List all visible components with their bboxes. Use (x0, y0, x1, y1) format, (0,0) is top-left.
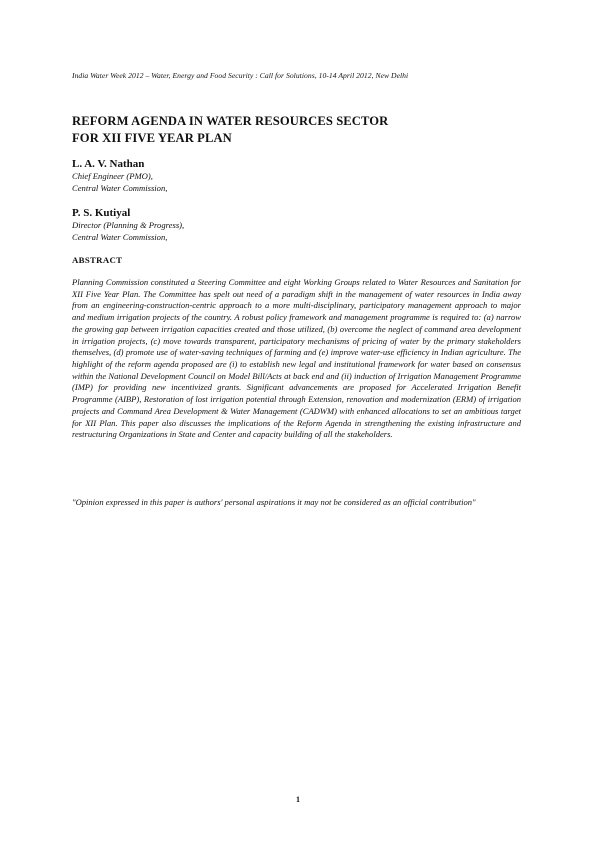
paper-title (72, 113, 522, 147)
disclaimer-note: "Opinion expressed in this paper is authors' personal aspirations it may not be considered as an official contribution" (72, 497, 476, 507)
page-number: 1 (296, 795, 300, 804)
author-organization: Central Water Commission, (72, 182, 168, 193)
author-block-2 (72, 206, 372, 243)
author-name: L. A. V. Nathan (72, 158, 145, 170)
author-role: Chief Engineer (PMO), (72, 171, 153, 181)
abstract-heading: ABSTRACT (72, 255, 123, 265)
abstract-body: Planning Commission constituted a Steering Committee and eight Working Groups related to Water Resources and Sanitation for XII Five Year Plan. The Committee has spelt out need of a paradigm shift in the management of water resources in India away from an engineering-construction-centric approach to a more multi-disciplinary, participatory management approach to major and medium irrigation projects of the country. A robust policy framework and management programme is required to: (a) narrow the growing gap between irrigation capacities created and those utilized, (b) overcome the neglect of command area development in irrigation projects, (c) move towards transparent, participatory mechanisms of pricing of water by the primary stakeholders themselves, (d) promote use of water-saving techniques of farming and (e) improve water-use efficiency in Indian agriculture. The highlight of the reform agenda proposed are (i) to establish new legal and institutional framework for water based on consensus within the National Development Council on Model Bill/Acts at back end and (ii) induction of Irrigation Management Programme (IMP) for providing new incentivized grants. Significant advancements are proposed for Accelerated Irrigation Benefit Programme (AIBP), Restoration of lost irrigation potential through Extension, renovation and modernization (ERM) of irrigation projects and Command Area Development & Water Management (CADWM) with enhanced allocations to set an ambitious target for XII Plan. This paper also discusses the implications of the Reform Agenda in strengthening the existing infrastructure and restructuring Organizations in State and Center and capacity building of all the stakeholders. (72, 277, 521, 440)
author-name: P. S. Kutiyal (72, 207, 131, 219)
author-organization: Central Water Commission, (72, 231, 168, 242)
paper-title-line-2: FOR XII FIVE YEAR PLAN (72, 131, 232, 145)
running-header: India Water Week 2012 – Water, Energy and Food Security : Call for Solutions, 10-14 April 2012, New Delhi (72, 71, 409, 80)
author-block-1 (72, 157, 372, 194)
paper-title-line-1: REFORM AGENDA IN WATER RESOURCES SECTOR (72, 114, 389, 128)
author-role: Director (Planning & Progress), (72, 220, 185, 230)
